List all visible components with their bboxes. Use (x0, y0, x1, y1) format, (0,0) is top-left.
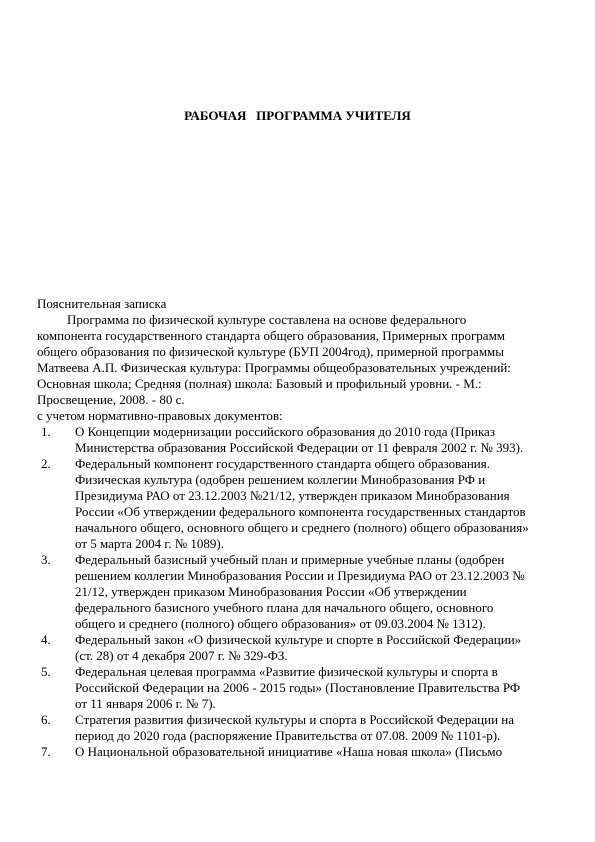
intro-paragraph (37, 312, 557, 408)
list-item-line: решением коллегии Минобразования России и Президиума РАО от 23.12.2003 № (75, 568, 525, 583)
page-title: РАБОЧАЯ ПРОГРАММА УЧИТЕЛЯ (184, 108, 411, 123)
list-item-number: 4. (41, 632, 51, 647)
list-item-line: Стратегия развития физической культуры и спорта в Российской Федерации на (75, 712, 515, 727)
intro-line: компонента государственного стандарта общего образования, Примерных программ (37, 328, 506, 343)
list-item (37, 456, 557, 552)
list-item (37, 424, 557, 456)
documents-list (37, 424, 557, 760)
intro-line: Матвеева А.П. Физическая культура: Программы общеобразовательных учреждений: (37, 360, 511, 375)
list-item-line: от 11 января 2006 г. № 7). (75, 696, 216, 711)
list-item (37, 632, 557, 664)
list-item-line: Федеральный компонент государственного стандарта общего образования. (75, 456, 490, 471)
list-item-line: Министерства образования Российской Федерации от 11 февраля 2002 г. № 393). (75, 440, 524, 455)
list-item-line: начального общего, основного общего и среднего (полного) общего образования» (75, 520, 529, 535)
list-item (37, 744, 557, 760)
intro-line: Основная школа; Средняя (полная) школа: Базовый и профильный уровни. - М.: (37, 376, 482, 391)
list-item-line: общего и среднего (полного) общего образования» от 09.03.2004 № 1312). (75, 616, 486, 631)
document-body (37, 296, 557, 760)
list-item-number: 5. (41, 664, 51, 679)
documents-heading: с учетом нормативно-правовых документов: (37, 408, 283, 423)
list-item-line: Президиума РАО от 23.12.2003 №21/12, утвержден приказом Минобразования (75, 488, 510, 503)
list-item-line: от 5 марта 2004 г. № 1089). (75, 536, 224, 551)
intro-line: общего образования по физической культуре (БУП 2004год), примерной программы (37, 344, 505, 359)
list-item-line: Российской Федерации на 2006 - 2015 годы» (Постановление Правительства РФ (75, 680, 521, 695)
list-item-line: 21/12, утвержден приказом Минобразования России «Об утверждении (75, 584, 467, 599)
intro-line: Просвещение, 2008. - 80 с. (37, 392, 185, 407)
section-heading: Пояснительная записка (37, 296, 167, 311)
list-item-number: 7. (41, 744, 51, 759)
list-item-number: 6. (41, 712, 51, 727)
list-item-line: (ст. 28) от 4 декабря 2007 г. № 329-ФЗ. (75, 648, 288, 663)
list-item-line: России «Об утверждении федерального компонента государственных стандартов (75, 504, 526, 519)
list-item (37, 664, 557, 712)
list-item-line: Федеральный базисный учебный план и примерные учебные планы (одобрен (75, 552, 505, 567)
list-item-line: О Концепции модернизации российского образования до 2010 года (Приказ (75, 424, 495, 439)
list-item (37, 712, 557, 744)
list-item-line: Федеральная целевая программа «Развитие физической культуры и спорта в (75, 664, 498, 679)
list-item-line: Физическая культура (одобрен решением коллегии Минобразования РФ и (75, 472, 486, 487)
list-item-line: период до 2020 года (распоряжение Правительства от 07.08. 2009 № 1101-р). (75, 728, 501, 743)
list-item-number: 1. (41, 424, 51, 439)
list-item-number: 2. (41, 456, 51, 471)
list-item (37, 552, 557, 632)
list-item-line: федерального базисного учебного плана для начального общего, основного (75, 600, 494, 615)
list-item-line: О Национальной образовательной инициативе «Наша новая школа» (Письмо (75, 744, 503, 759)
list-item-line: Федеральный закон «О физической культуре и спорте в Российской Федерации» (75, 632, 522, 647)
intro-line: Программа по физической культуре составлена на основе федерального (67, 312, 467, 327)
list-item-number: 3. (41, 552, 51, 567)
